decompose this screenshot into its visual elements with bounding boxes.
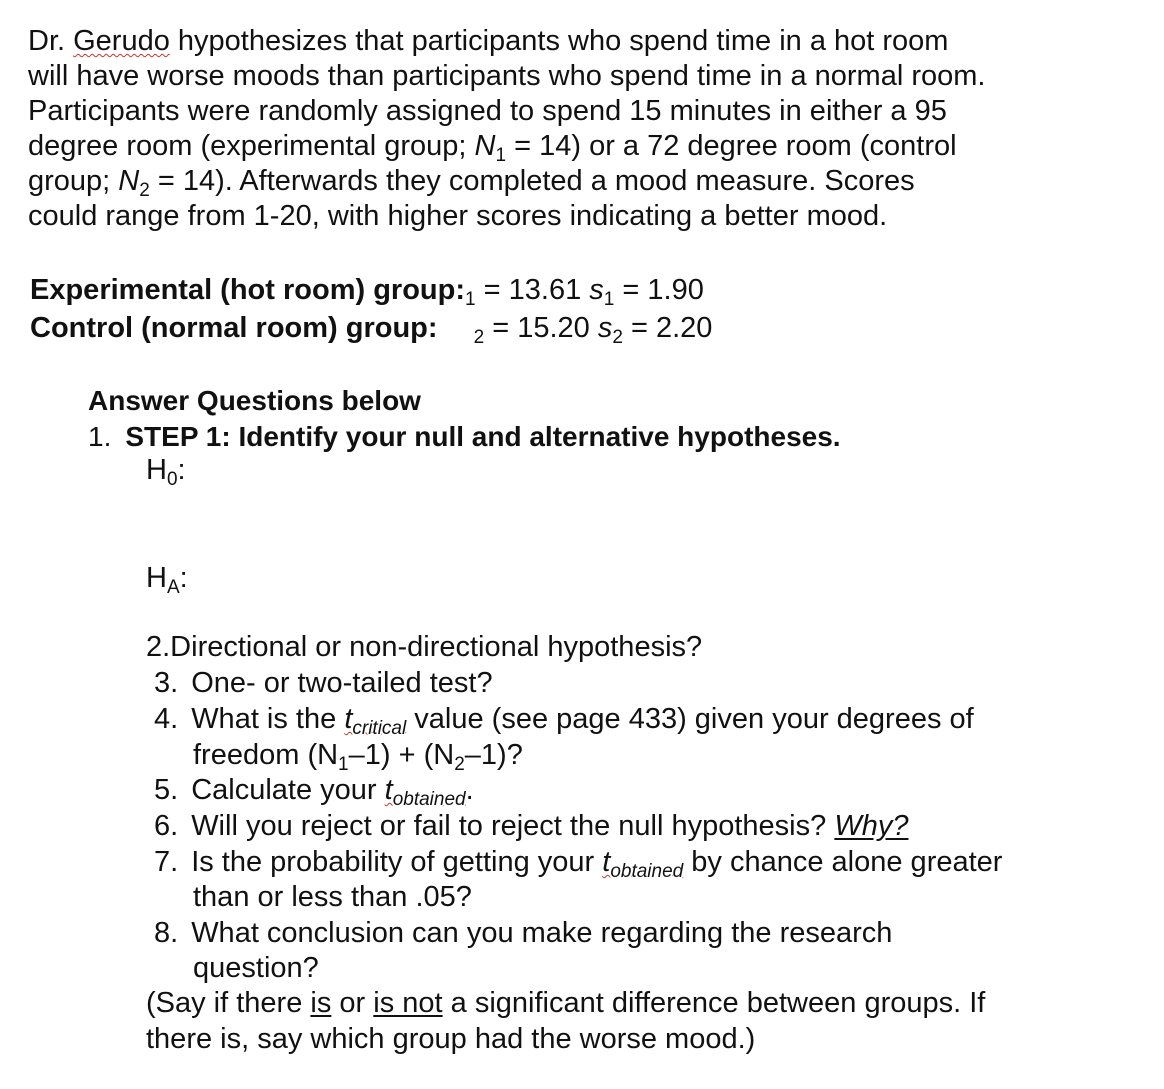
conclusion-note-line-1 xyxy=(146,986,985,1021)
question-6-number: 6. xyxy=(154,810,179,842)
question-8-text: What conclusion can you make regarding the research xyxy=(191,917,893,949)
note-text-c: a significant difference between groups. If xyxy=(442,987,986,1019)
t-critical xyxy=(344,703,407,739)
intro-line-3: Participants were randomly assigned to spend 15 minutes in either a 95 xyxy=(28,95,947,127)
question-4 xyxy=(154,702,974,740)
t-obtained-subscript: obtained xyxy=(392,789,466,810)
experimental-group-label: Experimental (hot room) group: xyxy=(30,274,465,306)
intro-line-4 xyxy=(28,129,957,167)
intro-line-4-a: degree room (experimental group; xyxy=(28,130,475,162)
question-8-line-2: question? xyxy=(193,952,319,984)
note-is: is xyxy=(310,987,332,1019)
question-3-number: 3. xyxy=(154,667,179,699)
experimental-mean-value: = 13.61 xyxy=(475,274,582,306)
question-7 xyxy=(154,845,1002,883)
stats-control xyxy=(30,311,712,349)
question-3 xyxy=(154,666,493,701)
t-obtained-2 xyxy=(602,846,684,882)
h0-colon: : xyxy=(177,454,186,486)
question-4-line-2 xyxy=(193,738,523,776)
question-4-text-a: What is the xyxy=(191,703,345,735)
question-4-number: 4. xyxy=(154,703,179,735)
t-obtained xyxy=(384,774,466,810)
note-is-not: is not xyxy=(373,987,443,1019)
ha-letter: H xyxy=(146,562,167,594)
n1-symbol: N xyxy=(474,130,496,162)
t-obtained-letter: t xyxy=(384,774,393,806)
ha-colon: : xyxy=(179,562,188,594)
why-prompt: Why? xyxy=(834,810,909,842)
n2-symbol: N xyxy=(118,165,140,197)
intro-surname: Gerudo xyxy=(73,25,170,57)
df-text-c: –1)? xyxy=(464,739,523,771)
question-8 xyxy=(154,916,892,951)
control-mean-subscript: 2 xyxy=(473,327,485,348)
intro-line-5 xyxy=(28,164,915,202)
question-5-number: 5. xyxy=(154,774,179,806)
question-7-text-a: Is the probability of getting your xyxy=(191,846,603,878)
null-hypothesis-label xyxy=(146,453,186,491)
question-4-text-b: value (see page 433) given your degrees of xyxy=(406,703,974,735)
intro-line-1-rest: hypothesizes that participants who spend time in a hot room xyxy=(169,25,949,57)
control-sd-symbol: s xyxy=(597,312,613,344)
question-1 xyxy=(88,419,841,454)
question-5-period: . xyxy=(465,774,474,806)
intro-line-2: will have worse moods than participants who spend time in a normal room. xyxy=(28,60,986,92)
intro-name-prefix: Dr. xyxy=(28,25,74,57)
n1-subscript: 1 xyxy=(495,145,507,166)
note-text-a: (Say if there xyxy=(146,987,311,1019)
t-critical-letter: t xyxy=(344,703,353,735)
h0-letter: H xyxy=(146,454,167,486)
questions-heading: Answer Questions below xyxy=(88,385,421,416)
experimental-sd-symbol: s xyxy=(589,274,604,306)
question-8-number: 8. xyxy=(154,917,179,949)
intro-line-4-b: = 14) or a 72 degree room (control xyxy=(506,130,957,162)
intro-line-5-a: group; xyxy=(28,165,119,197)
df-text-a: freedom (N xyxy=(193,739,339,771)
experimental-sd-subscript: 1 xyxy=(603,289,615,310)
question-5 xyxy=(154,773,474,811)
experimental-sd-value: = 1.90 xyxy=(614,274,704,306)
h0-subscript: 0 xyxy=(166,469,178,490)
control-group-label: Control (normal room) group: xyxy=(30,312,438,344)
question-1-text: STEP 1: Identify your null and alternative hypotheses. xyxy=(125,421,841,452)
experimental-mean-subscript: 1 xyxy=(465,289,476,310)
question-5-text: Calculate your xyxy=(191,774,385,806)
t-obtained-2-letter: t xyxy=(602,846,611,878)
question-7-text-b: by chance alone greater xyxy=(683,846,1003,878)
t-critical-subscript: critical xyxy=(352,718,407,739)
question-3-text: One- or two-tailed test? xyxy=(191,667,493,699)
intro-line-6: could range from 1-20, with higher scores indicating a better mood. xyxy=(28,200,888,232)
control-sd-subscript: 2 xyxy=(612,327,623,348)
t-obtained-2-subscript: obtained xyxy=(610,861,684,882)
question-6 xyxy=(154,809,908,844)
intro-line-5-b: = 14). Afterwards they completed a mood measure. Scores xyxy=(149,165,915,197)
ha-subscript: A xyxy=(166,577,180,598)
intro-line-1 xyxy=(28,24,948,59)
alt-hypothesis-label xyxy=(146,561,188,599)
question-2: 2.Directional or non-directional hypothesis? xyxy=(146,631,703,663)
control-mean-value: = 15.20 xyxy=(484,312,590,344)
n2-subscript: 2 xyxy=(139,180,150,201)
stats-experimental xyxy=(30,273,704,311)
df-text-b: –1) + (N xyxy=(348,739,455,771)
control-sd-value: = 2.20 xyxy=(622,312,713,344)
df-subscript-2: 2 xyxy=(454,754,465,775)
note-text-b: or xyxy=(331,987,374,1019)
question-7-line-2: than or less than .05? xyxy=(193,881,472,913)
question-7-number: 7. xyxy=(154,846,179,878)
question-1-number: 1. xyxy=(88,421,112,452)
conclusion-note-line-2: there is, say which group had the worse mood.) xyxy=(146,1023,756,1055)
question-6-text: Will you reject or fail to reject the null hypothesis? xyxy=(191,810,835,842)
df-subscript-1: 1 xyxy=(338,754,349,775)
